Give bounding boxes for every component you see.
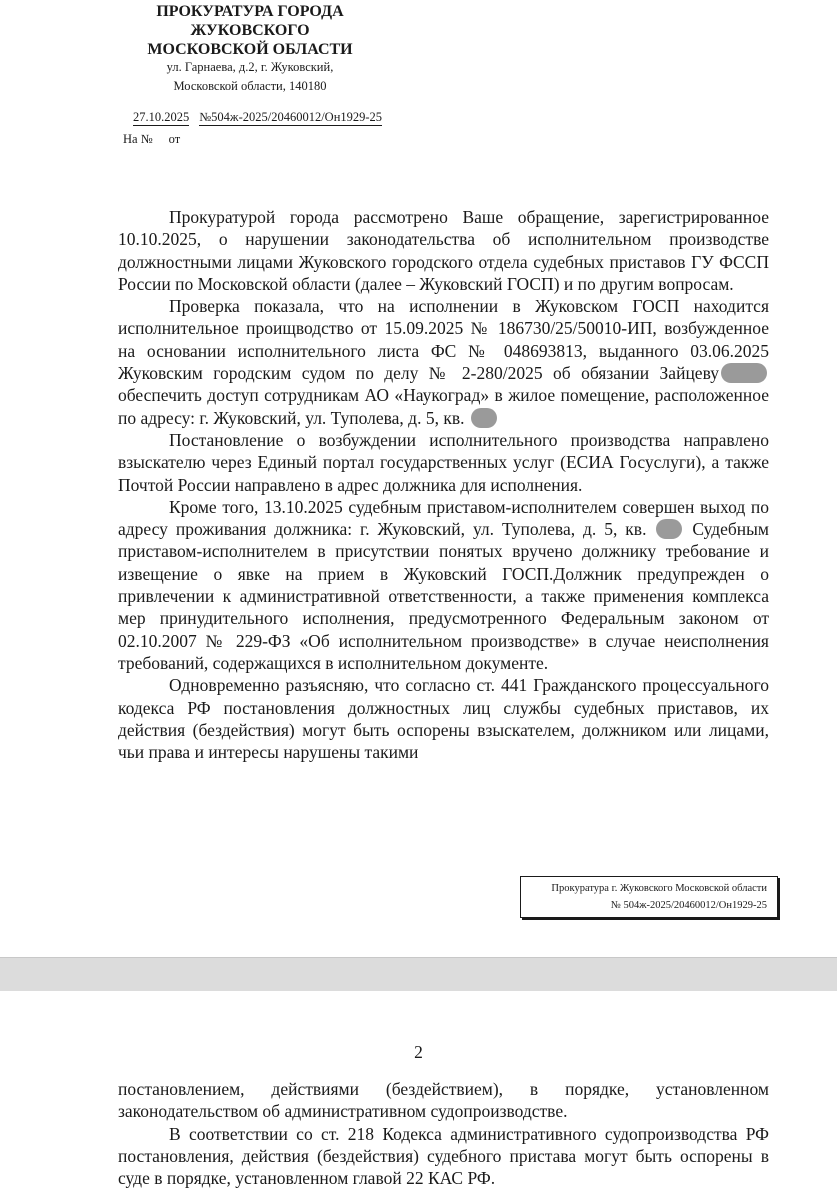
registration-stamp — [520, 876, 778, 918]
paragraph-continued: постановлением, действиями (бездействием), в порядке, установленном законодательством об административном судопроизводстве. — [118, 1079, 769, 1122]
incoming-number-label: На № — [123, 132, 153, 146]
paragraph-3: Постановление о возбуждении исполнительного производства направлено взыскателю через Единый портал государственных услуг (ЕСИА Госуслуги), а также Почтой России направлено в адрес должника для исполнения. — [118, 429, 769, 495]
issuer-address — [100, 58, 400, 96]
incoming-date-label: от — [168, 132, 181, 146]
paragraph-5: Одновременно разъясняю, что согласно ст. 441 Гражданского процессуального кодекса РФ постановления должностных лиц службы судебных приставов, их действия (бездействия) могут быть оспорены взыскателем, должником или лицами, чьи права и интересы нарушены такими — [118, 675, 769, 763]
paragraph-1: Прокуратурой города рассмотрено Ваше обращение, зарегистрированное 10.10.2025, о нарушении законодательства об исполнительном производстве должностными лицами Жуковского городского отдела судебных приставов ГУ ФССП России по Московской области (далее – Жуковский ГОСП) и по другим вопросам. — [118, 207, 769, 294]
reference-date: 27.10.2025 — [133, 110, 190, 124]
stamp-line-1: Прокуратура г. Жуковского Московской области — [551, 883, 767, 894]
address-line-2: Московской области, 140180 — [173, 79, 327, 93]
issuer-line-3: МОСКОВСКОЙ ОБЛАСТИ — [147, 41, 353, 58]
paragraph-2 — [118, 295, 769, 429]
document-page-2 — [0, 991, 837, 1200]
paragraph-4-part-1: Кроме того, 13.10.2025 судебным приставом-исполнителем совершен выход по адресу проживания должника: г. Жуковский, ул. Туполева, д. 5, кв. — [118, 496, 769, 540]
paragraph-4 — [118, 496, 769, 674]
page-number: 2 — [414, 1042, 423, 1062]
page-separator — [0, 957, 837, 992]
redaction-mark — [721, 363, 767, 383]
paragraph-2-part-2: обеспечить доступ сотрудникам АО «Наукоград» в жилое помещение, расположенное по адресу: г. Жуковский, ул. Туполева, д. 5, кв. — [118, 385, 769, 428]
paragraph-2-part-1: Проверка показала, что на исполнении в Жуковском ГОСП находится исполнительное проищводство от 15.09.2025 № 186730/25/50010-ИП, возбужденное на основании исполнительного листа ФС № 048693813, выданного 03.06.2025 Жуковским городским судом по делу № 2-280/2025 об обязании Зайцеву — [118, 296, 769, 384]
issuer-line-2: ЖУКОВСКОГО — [190, 22, 310, 39]
issuer-organization — [100, 2, 400, 59]
address-line-1: ул. Гарнаева, д.2, г. Жуковский, — [166, 60, 334, 74]
reference-number: №504ж-2025/20460012/Он1929-25 — [199, 110, 383, 124]
issuer-line-1: ПРОКУРАТУРА ГОРОДА — [156, 3, 344, 20]
paragraph-4-part-2: Судебным приставом-исполнителем в присутствии понятых вручено должнику требование и извещение о явке на прием в Жуковский ГОСП.Должник предупрежден о привлечении к административной ответственности, а также применения комплекса мер принудительного исполнения, предусмотренного Федеральным законом от 02.10.2007 № 229-ФЗ «Об исполнительном производстве» в случае неисполнения требований, содержащихся в исполнительном документе. — [118, 519, 769, 673]
stamp-line-2: № 504ж-2025/20460012/Он1929-25 — [610, 900, 767, 911]
incoming-reference — [123, 132, 180, 147]
redaction-mark — [656, 519, 682, 539]
outgoing-reference — [133, 110, 382, 125]
paragraph-6: В соответствии со ст. 218 Кодекса административного судопроизводства РФ постановления, действия (бездействия) судебного пристава могут быть оспорены в суде в порядке, установленном главой 22 КАС РФ. — [118, 1123, 769, 1189]
letter-body — [118, 206, 769, 763]
letter-body-continued — [118, 1078, 769, 1189]
redaction-mark — [471, 408, 497, 428]
